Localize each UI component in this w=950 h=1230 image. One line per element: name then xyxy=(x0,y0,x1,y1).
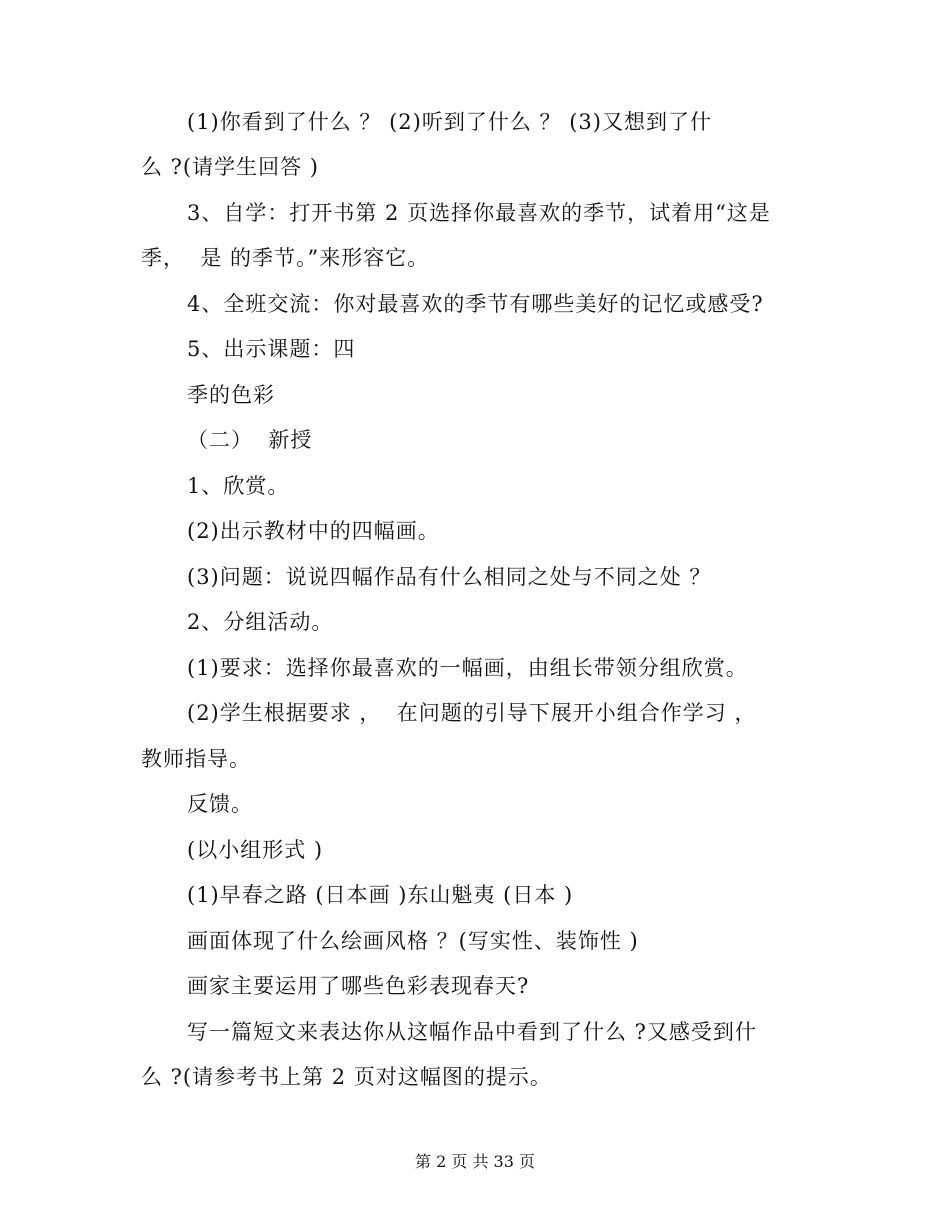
text-line: (3)问题：说说四幅作品有什么相同之处与不同之处 ？ xyxy=(187,565,712,589)
text-line: 写一篇短文来表达你从这幅作品中看到了什么 ?又感受到什 xyxy=(187,1020,757,1044)
section-heading: （二） 新授 xyxy=(187,428,313,452)
text-line: 季的色彩 xyxy=(187,383,275,407)
text-line: 画面体现了什么绘画风格 ？(写实性、装饰性 ) xyxy=(187,929,639,953)
text-line: (1)要求：选择你最喜欢的一幅画，由组长带领分组欣赏。 xyxy=(187,656,748,680)
text-line: 2、分组活动。 xyxy=(187,610,334,634)
text-line: 5、出示课题：四 xyxy=(187,337,356,361)
text-line: 教师指导。 xyxy=(141,747,251,771)
text-line: (2)出示教材中的四幅画。 xyxy=(187,519,440,543)
text-line: 反馈。 xyxy=(187,792,253,816)
text-line: (1)早春之路 (日本画 )东山魁夷 (日本 ) xyxy=(187,883,574,907)
text-line: 画家主要运用了哪些色彩表现春天? xyxy=(187,974,530,998)
text-line: 么 ?(请参考书上第 2 页对这幅图的提示。 xyxy=(141,1065,552,1089)
text-line: (2)学生根据要求 ， 在问题的引导下展开小组合作学习 ， xyxy=(187,701,757,725)
text-line: (1)你看到了什么 ？ (2)听到了什么 ？ (3)又想到了什 xyxy=(187,110,712,134)
text-line: 3、自学：打开书第 2 页选择你最喜欢的季节，试着用“这是 xyxy=(187,201,771,225)
text-line: 么 ?(请学生回答 ) xyxy=(141,155,319,179)
text-line: 季， 是 的季节。”来形容它。 xyxy=(141,246,430,270)
text-line: (以小组形式 ) xyxy=(187,838,324,862)
text-line: 4、全班交流：你对最喜欢的季节有哪些美好的记忆或感受? xyxy=(187,292,764,316)
page-number-footer: 第 2 页 共 33 页 xyxy=(415,1152,535,1171)
text-line: 1、欣赏。 xyxy=(187,474,290,498)
